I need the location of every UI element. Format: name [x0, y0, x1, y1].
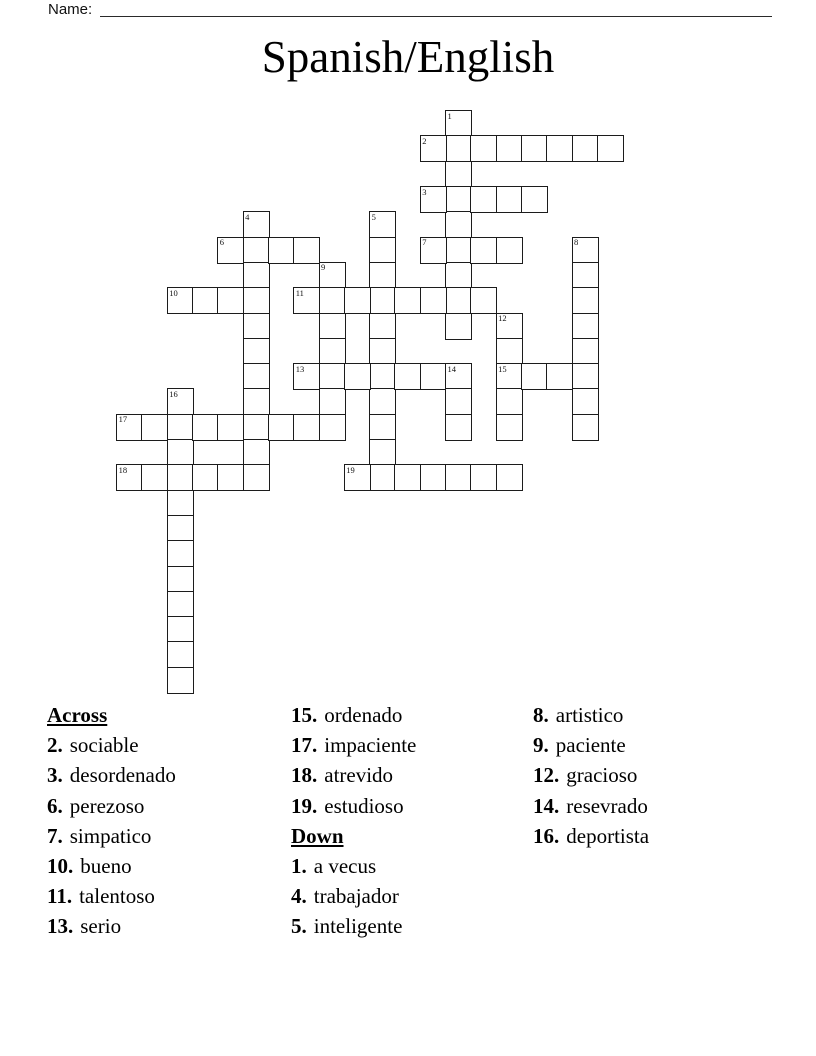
grid-cell[interactable] [192, 414, 219, 441]
grid-cell[interactable] [319, 287, 346, 314]
cell-number: 18 [118, 464, 128, 475]
cell-number: 16 [169, 388, 178, 399]
grid-cell[interactable] [572, 237, 599, 264]
clue-item [291, 791, 416, 821]
grid-cell[interactable] [496, 135, 523, 162]
grid-cell[interactable] [496, 363, 523, 390]
cell-number: 15 [498, 363, 507, 374]
grid-cell[interactable] [369, 313, 396, 340]
cell-number: 2 [422, 135, 427, 146]
grid-cell[interactable] [572, 363, 599, 390]
cell-number: 6 [219, 237, 225, 248]
grid-cell[interactable] [369, 237, 396, 264]
clue-word: trabajador [313, 884, 399, 909]
grid-cell[interactable] [293, 287, 320, 314]
clue-number: 11. [47, 884, 73, 909]
grid-cell[interactable] [167, 414, 194, 441]
clue-word: bueno [80, 853, 132, 878]
grid-cell[interactable] [243, 237, 270, 264]
grid-cell[interactable] [572, 414, 599, 441]
clue-item [291, 730, 416, 760]
grid-cell[interactable] [521, 363, 548, 390]
cell-number: 13 [295, 363, 305, 374]
clue-word: impaciente [324, 733, 417, 758]
cell-number: 14 [447, 363, 456, 374]
clue-item [47, 730, 176, 760]
clue-word: estudioso [324, 793, 404, 818]
grid-cell[interactable] [420, 363, 447, 390]
grid-cell[interactable] [116, 464, 143, 491]
grid-cell[interactable] [217, 414, 244, 441]
clue-item [47, 881, 176, 911]
clue-number: 13. [47, 914, 74, 939]
clue-word: sociable [69, 733, 139, 758]
grid-cell[interactable] [420, 237, 447, 264]
clue-number: 2. [47, 733, 63, 758]
cell-number: 11 [295, 287, 304, 298]
grid-cell[interactable] [521, 186, 548, 213]
clue-list-heading-across: Across [47, 703, 108, 727]
grid-cell[interactable] [167, 591, 194, 618]
grid-cell[interactable] [217, 464, 244, 491]
grid-cell[interactable] [470, 186, 497, 213]
grid-cell[interactable] [470, 287, 497, 314]
clue-item [47, 821, 176, 851]
grid-cell[interactable] [394, 363, 421, 390]
clue-number: 4. [291, 884, 307, 909]
grid-cell[interactable] [192, 464, 219, 491]
grid-cell[interactable] [369, 338, 396, 365]
clue-column-3 [533, 700, 649, 851]
grid-cell[interactable] [420, 186, 447, 213]
clue-word: talentoso [79, 884, 155, 909]
clue-word: inteligente [313, 914, 403, 939]
clue-word: a vecus [313, 853, 377, 878]
grid-cell[interactable] [141, 414, 168, 441]
grid-cell[interactable] [445, 388, 472, 415]
clue-number: 9. [533, 733, 549, 758]
clue-number: 10. [47, 853, 74, 878]
cell-number: 10 [169, 287, 178, 298]
clue-word: gracioso [566, 763, 638, 788]
grid-cell[interactable] [167, 287, 194, 314]
grid-cell[interactable] [496, 414, 523, 441]
grid-cell[interactable] [496, 313, 523, 340]
clue-word: artistico [555, 703, 624, 727]
cell-number: 9 [321, 262, 326, 273]
grid-cell[interactable] [369, 211, 396, 238]
grid-cell[interactable] [319, 338, 346, 365]
clue-number: 19. [291, 793, 318, 818]
clue-number: 12. [533, 763, 560, 788]
grid-cell[interactable] [420, 464, 447, 491]
clue-item [533, 760, 649, 790]
grid-cell[interactable] [521, 135, 548, 162]
grid-cell[interactable] [268, 414, 295, 441]
clue-column-1 [47, 700, 176, 942]
clue-item [47, 760, 176, 790]
clue-item [291, 851, 416, 881]
clue-number: 16. [533, 823, 560, 848]
grid-cell[interactable] [572, 135, 599, 162]
clue-column-2 [291, 700, 416, 942]
grid-cell[interactable] [572, 388, 599, 415]
grid-cell[interactable] [420, 287, 447, 314]
cell-number: 12 [498, 313, 507, 323]
clue-word: ordenado [324, 703, 403, 727]
grid-cell[interactable] [445, 211, 472, 238]
clue-item [47, 851, 176, 881]
clue-number: 17. [291, 733, 318, 758]
grid-cell[interactable] [243, 287, 270, 314]
clue-word: resevrado [566, 793, 648, 818]
grid-cell[interactable] [243, 211, 270, 238]
grid-cell[interactable] [293, 363, 320, 390]
grid-cell[interactable] [445, 161, 472, 188]
grid-cell[interactable] [293, 414, 320, 441]
grid-cell[interactable] [572, 313, 599, 340]
grid-cell[interactable] [546, 135, 573, 162]
grid-cell[interactable] [369, 464, 396, 491]
clue-number: 8. [533, 703, 549, 727]
grid-cell[interactable] [243, 338, 270, 365]
grid-cell[interactable] [445, 237, 472, 264]
cell-number: 5 [371, 211, 376, 222]
grid-cell[interactable] [445, 363, 472, 390]
grid-cell[interactable] [496, 237, 523, 264]
grid-cell[interactable] [344, 287, 371, 314]
grid-cell[interactable] [167, 439, 194, 466]
clue-item [533, 730, 649, 760]
grid-cell[interactable] [496, 186, 523, 213]
clue-word: deportista [566, 823, 650, 848]
grid-cell[interactable] [319, 262, 346, 289]
grid-cell[interactable] [445, 262, 472, 289]
clue-number: 6. [47, 793, 63, 818]
grid-cell[interactable] [243, 262, 270, 289]
clue-item [533, 700, 649, 730]
grid-cell[interactable] [445, 186, 472, 213]
grid-cell[interactable] [167, 388, 194, 415]
grid-cell[interactable] [369, 363, 396, 390]
clue-item [47, 791, 176, 821]
clue-word: simpatico [69, 823, 152, 848]
grid-cell[interactable] [293, 237, 320, 264]
grid-cell[interactable] [167, 566, 194, 593]
clue-number: 15. [291, 703, 318, 727]
grid-cell[interactable] [167, 515, 194, 542]
grid-cell[interactable] [319, 414, 346, 441]
grid-cell[interactable] [445, 135, 472, 162]
grid-cell[interactable] [572, 287, 599, 314]
grid-cell[interactable] [445, 110, 472, 137]
grid-cell[interactable] [470, 237, 497, 264]
grid-cell[interactable] [445, 313, 472, 340]
grid-cell[interactable] [319, 313, 346, 340]
clue-number: 18. [291, 763, 318, 788]
clue-item [291, 881, 416, 911]
grid-cell[interactable] [344, 464, 371, 491]
grid-cell[interactable] [319, 363, 346, 390]
grid-cell[interactable] [394, 287, 421, 314]
clue-word: paciente [555, 733, 626, 758]
clue-item [47, 911, 176, 941]
grid-cell[interactable] [470, 135, 497, 162]
grid-cell[interactable] [420, 135, 447, 162]
grid-cell[interactable] [369, 388, 396, 415]
grid-cell[interactable] [369, 262, 396, 289]
grid-cell[interactable] [192, 287, 219, 314]
grid-cell[interactable] [572, 262, 599, 289]
grid-cell[interactable] [470, 464, 497, 491]
cell-number: 7 [422, 237, 427, 248]
grid-cell[interactable] [243, 414, 270, 441]
clue-word: serio [80, 914, 122, 939]
grid-cell[interactable] [319, 388, 346, 415]
clue-item [533, 791, 649, 821]
clue-item [291, 760, 416, 790]
grid-cell[interactable] [167, 667, 194, 694]
clue-word: desordenado [69, 763, 176, 788]
grid-cell[interactable] [268, 237, 295, 264]
grid-cell[interactable] [496, 388, 523, 415]
grid-cell[interactable] [369, 414, 396, 441]
clue-word: atrevido [324, 763, 394, 788]
grid-cell[interactable] [496, 338, 523, 365]
grid-cell[interactable] [167, 641, 194, 668]
grid-cell[interactable] [167, 540, 194, 567]
grid-cell[interactable] [141, 464, 168, 491]
grid-cell[interactable] [369, 439, 396, 466]
grid-cell[interactable] [116, 414, 143, 441]
cell-number: 1 [447, 110, 452, 121]
clue-list-heading-down: Down [291, 823, 344, 848]
cell-number: 17 [118, 414, 128, 425]
grid-cell[interactable] [167, 464, 194, 491]
grid-cell[interactable] [496, 464, 523, 491]
clue-item [533, 821, 649, 851]
clue-word: perezoso [69, 793, 145, 818]
grid-cell[interactable] [243, 439, 270, 466]
grid-cell[interactable] [597, 135, 624, 162]
grid-cell[interactable] [167, 616, 194, 643]
grid-cell[interactable] [344, 363, 371, 390]
grid-cell[interactable] [243, 363, 270, 390]
page-title: Spanish/English [261, 32, 555, 82]
clue-number: 5. [291, 914, 307, 939]
grid-cell[interactable] [445, 464, 472, 491]
grid-cell[interactable] [243, 388, 270, 415]
grid-cell[interactable] [243, 313, 270, 340]
clue-number: 14. [533, 793, 560, 818]
clue-item [291, 911, 416, 941]
name-label: Name: [48, 1, 93, 18]
clue-number: 7. [47, 823, 63, 848]
grid-cell[interactable] [445, 414, 472, 441]
grid-cell[interactable] [445, 287, 472, 314]
clue-number: 1. [291, 853, 307, 878]
clue-item [291, 700, 416, 730]
grid-cell[interactable] [546, 363, 573, 390]
cell-number: 8 [574, 237, 579, 248]
clue-number: 3. [47, 763, 63, 788]
grid-cell[interactable] [572, 338, 599, 365]
cell-number: 4 [245, 211, 250, 222]
cell-number: 19 [346, 464, 355, 475]
grid-cell[interactable] [369, 287, 396, 314]
cell-number: 3 [422, 186, 427, 197]
grid-cell[interactable] [217, 237, 244, 264]
grid-cell[interactable] [394, 464, 421, 491]
grid-cell[interactable] [217, 287, 244, 314]
grid-cell[interactable] [243, 464, 270, 491]
grid-cell[interactable] [167, 490, 194, 517]
